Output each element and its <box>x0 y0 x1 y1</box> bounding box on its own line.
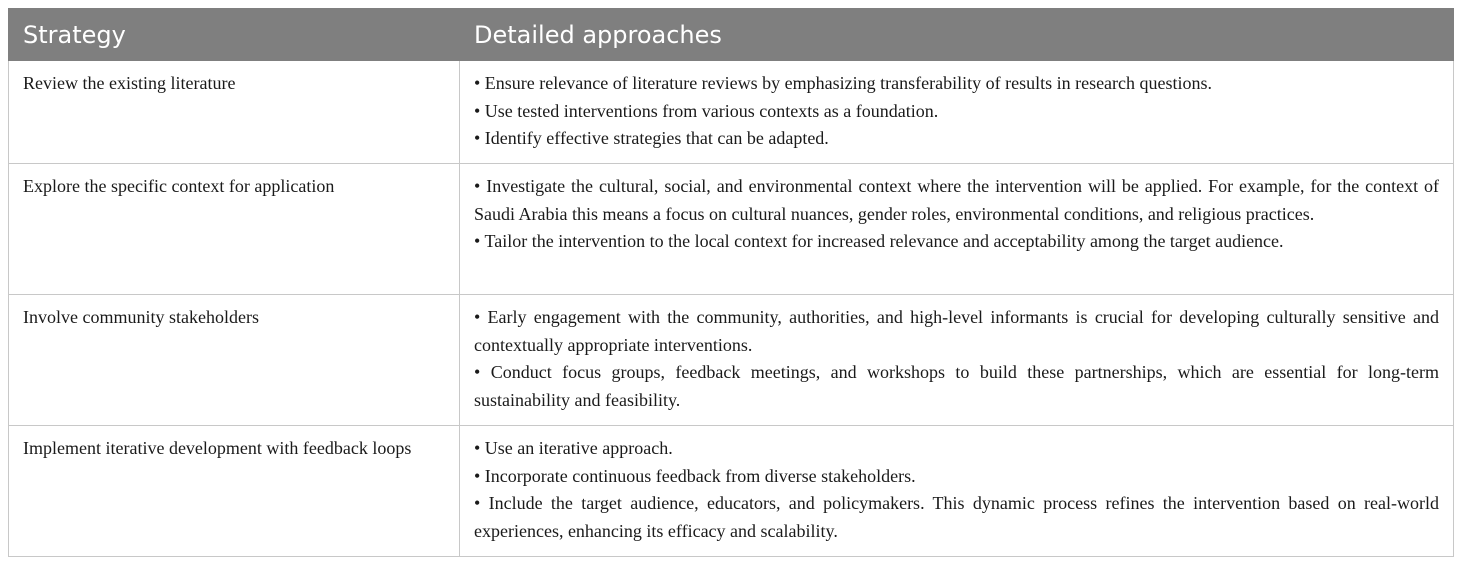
approach-item: • Conduct focus groups, feedback meetings, and workshops to build these partnerships, which are essential for long-term sustainability and feasibility. <box>474 362 1439 410</box>
approach-item: • Identify effective strategies that can be adapted. <box>474 128 829 148</box>
strategy-cell: Implement iterative development with feedback loops <box>9 426 460 557</box>
approaches-cell <box>460 426 1454 557</box>
header-row <box>9 9 1454 61</box>
approach-item: • Tailor the intervention to the local context for increased relevance and acceptability among the target audience. <box>474 231 1284 251</box>
header-detailed-approaches: Detailed approaches <box>460 9 1454 61</box>
table-row <box>9 426 1454 557</box>
approaches-cell <box>460 61 1454 164</box>
approach-item: • Incorporate continuous feedback from diverse stakeholders. <box>474 465 916 486</box>
approach-item: • Early engagement with the community, authorities, and high-level informants is crucial for developing culturally sensitive and contextually appropriate interventions. <box>474 307 1439 355</box>
strategy-table <box>8 8 1454 557</box>
approach-item: • Ensure relevance of literature reviews by emphasizing transferability of results in research questions. <box>474 73 1213 93</box>
table-header <box>9 9 1454 61</box>
approach-item: • Use tested interventions from various contexts as a foundation. <box>474 100 939 121</box>
table-row <box>9 295 1454 426</box>
approaches-cell <box>460 295 1454 426</box>
header-strategy: Strategy <box>9 9 460 61</box>
strategy-cell: Involve community stakeholders <box>9 295 460 426</box>
strategy-table-container <box>8 8 1453 557</box>
table-row <box>9 61 1454 164</box>
table-row <box>9 164 1454 295</box>
approach-item: • Include the target audience, educators, and policymakers. This dynamic process refines the intervention based on real-world experiences, enhancing its efficacy and scalability. <box>474 493 1439 541</box>
approach-item: • Use an iterative approach. <box>474 438 673 458</box>
approaches-cell <box>460 164 1454 295</box>
table-body <box>9 61 1454 557</box>
strategy-cell: Explore the specific context for application <box>9 164 460 295</box>
approach-item: • Investigate the cultural, social, and environmental context where the intervention will be applied. For example, for the context of Saudi Arabia this means a focus on cultural nuances, gender roles, environmental conditions, and religious practices. <box>474 176 1439 224</box>
strategy-cell: Review the existing literature <box>9 61 460 164</box>
